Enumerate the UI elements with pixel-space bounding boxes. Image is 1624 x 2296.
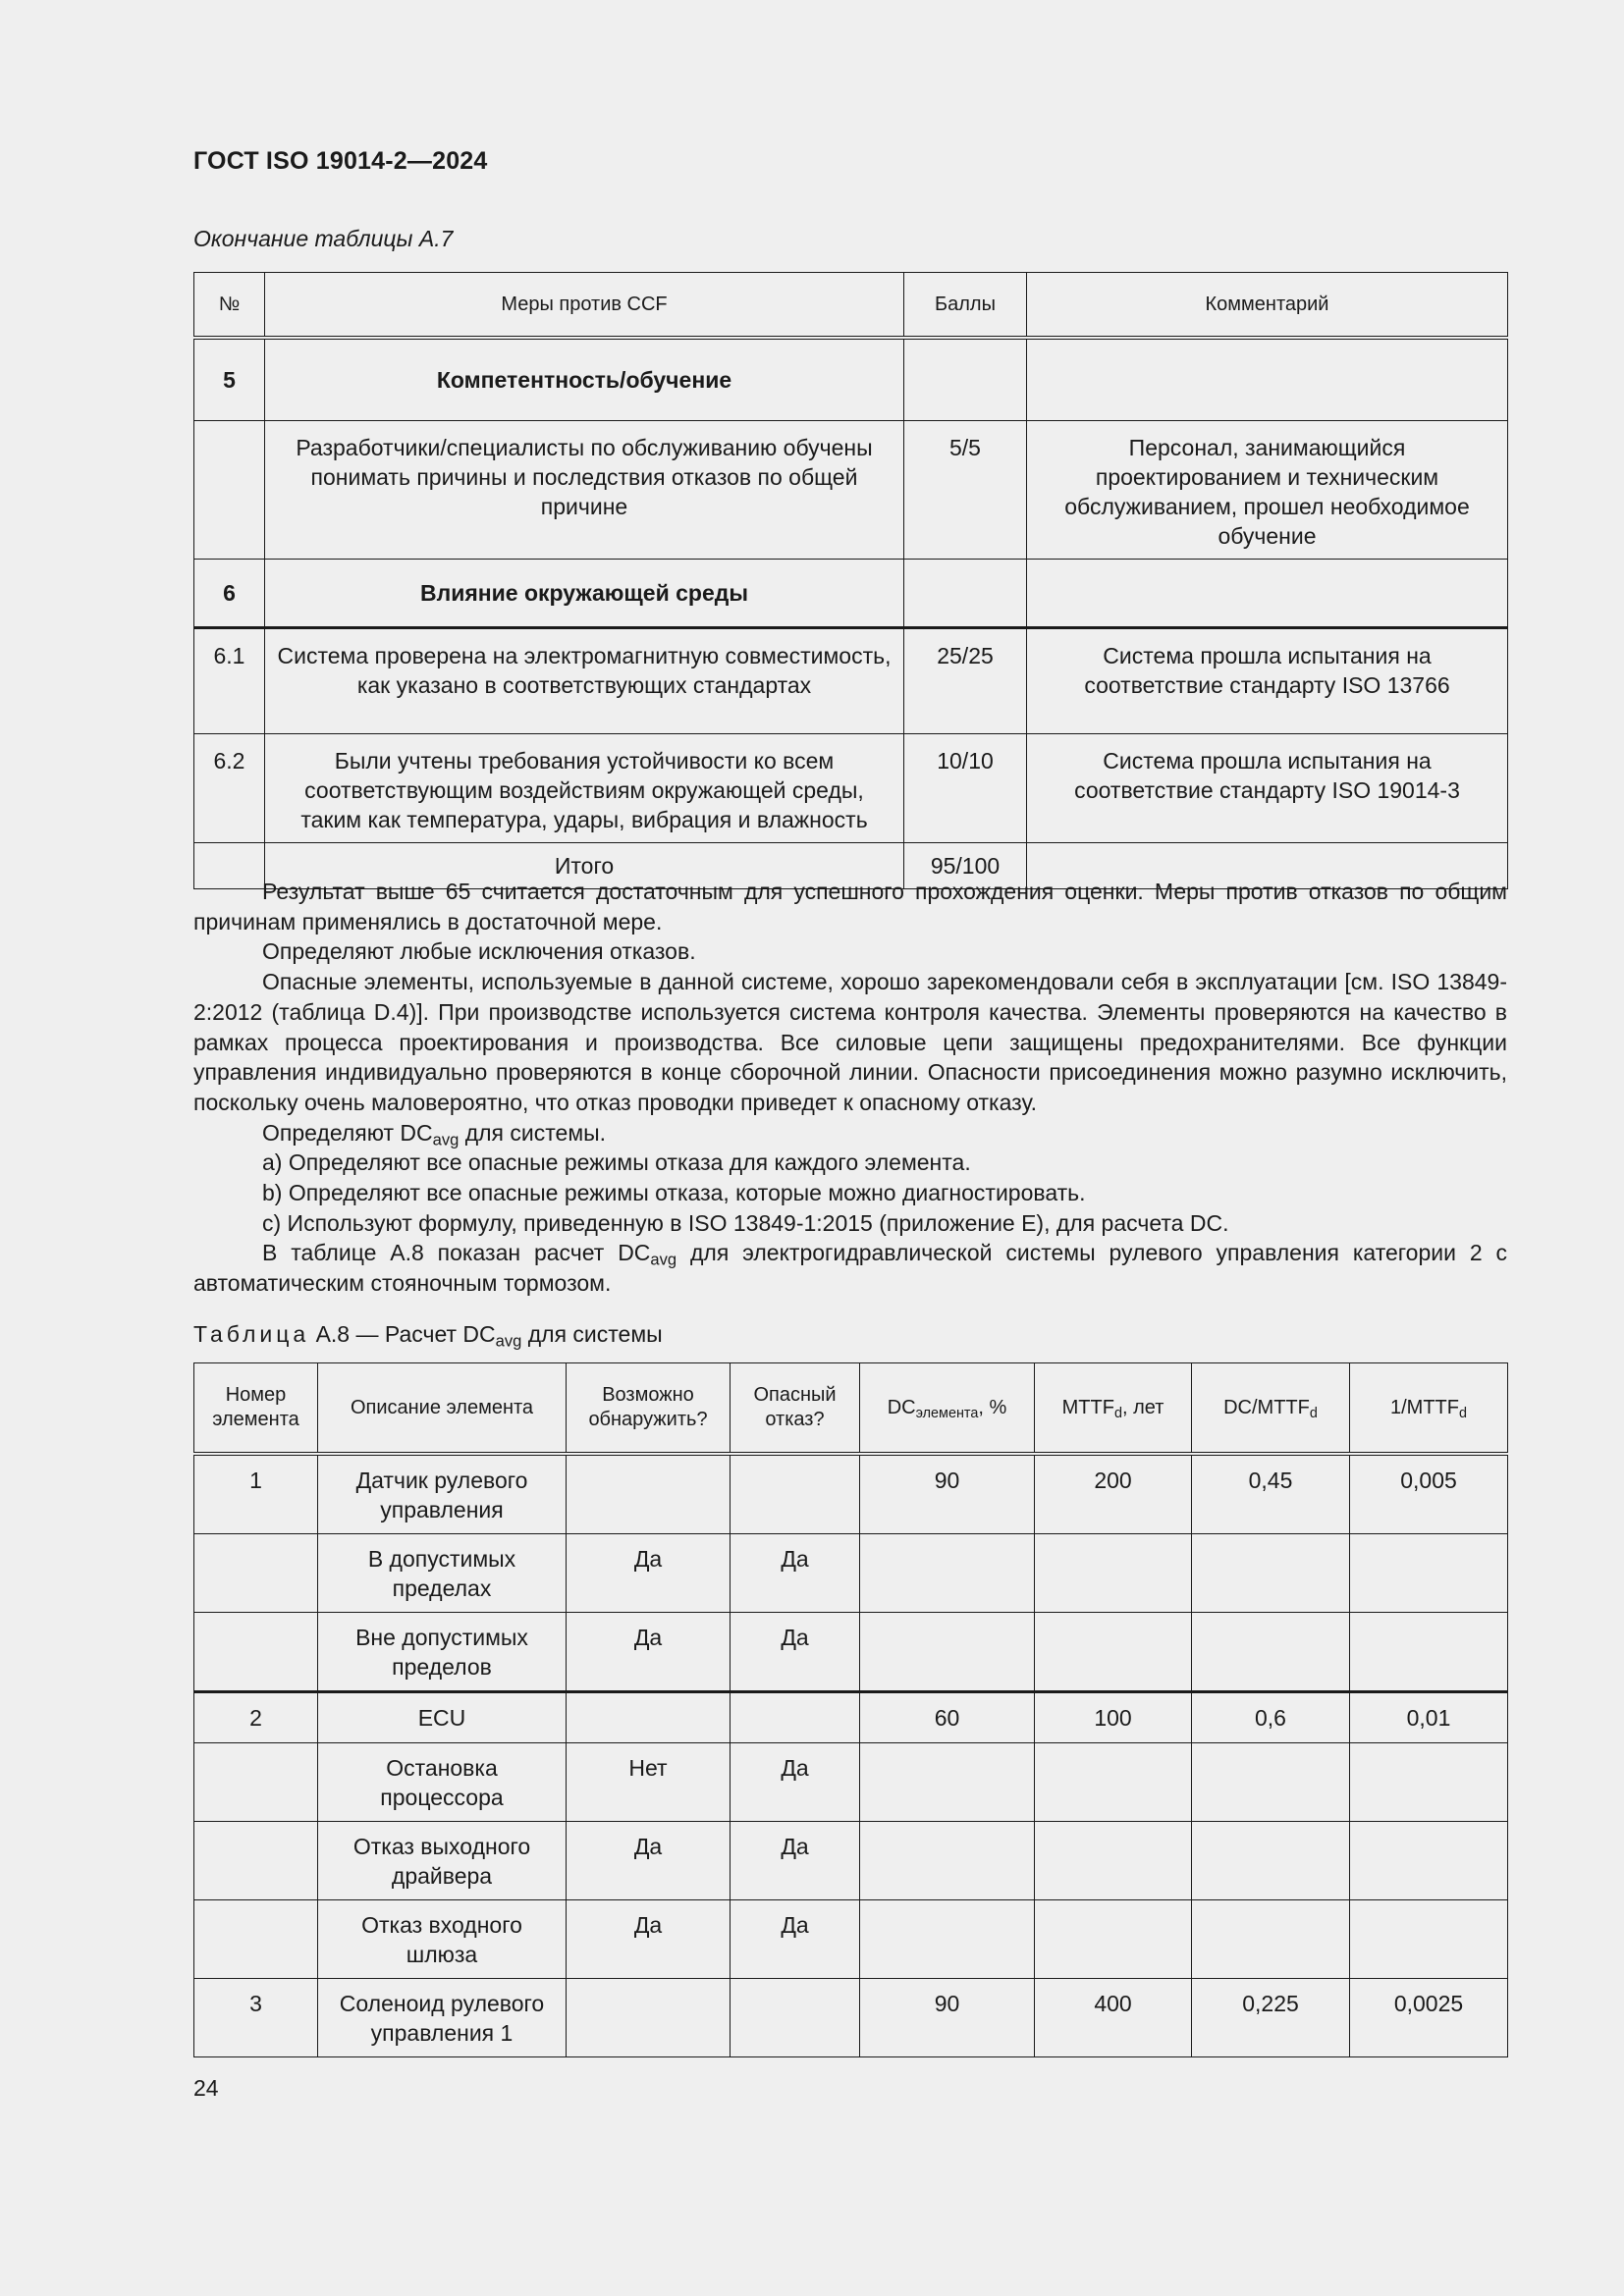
cell-inv-mttf	[1350, 1743, 1508, 1822]
table-row	[194, 1743, 1508, 1822]
cell-number: 6.2	[194, 734, 265, 843]
cell-measure: Система проверена на электромагнитную совместимость, как указано в соответствующих стандартах	[265, 628, 904, 734]
cell-inv-mttf	[1350, 1534, 1508, 1613]
cell-measure: Влияние окружающей среды	[265, 560, 904, 628]
column-header-dc-mttf	[1192, 1363, 1350, 1455]
cell-dc	[860, 1900, 1035, 1979]
cell-comment: Система прошла испытания на соответствие стандарту ISO 13766	[1027, 628, 1508, 734]
cell-number: 6	[194, 560, 265, 628]
cell-description: ECU	[318, 1692, 567, 1743]
cell-dangerous: Да	[731, 1900, 860, 1979]
subscript: элемента	[915, 1405, 979, 1421]
cell-dc-mttf	[1192, 1613, 1350, 1692]
column-header-dc	[860, 1363, 1035, 1455]
cell-measure: Были учтены требования устойчивости ко всем соответствующим воздействиям окружающей среды, таким как температура, удары, вибрация и влажность	[265, 734, 904, 843]
table-row	[194, 628, 1508, 734]
text-fragment: для системы.	[459, 1119, 607, 1146]
cell-dc-mttf	[1192, 1822, 1350, 1900]
cell-dc-mttf	[1192, 1743, 1350, 1822]
table-row	[194, 1454, 1508, 1534]
cell-comment: Персонал, занимающийся проектированием и техническим обслуживанием, прошел необходимое обучение	[1027, 421, 1508, 560]
paragraph	[193, 1238, 1507, 1298]
subscript: d	[1113, 1405, 1122, 1421]
table-row	[194, 1900, 1508, 1979]
table-a8	[193, 1362, 1508, 2057]
cell-number: 2	[194, 1692, 318, 1743]
header-text: MTTF	[1061, 1396, 1114, 1418]
cell-number	[194, 1534, 318, 1613]
page-number: 24	[193, 2075, 219, 2101]
subscript: avg	[650, 1251, 677, 1270]
caption-word: Таблица	[193, 1321, 310, 1347]
cell-dangerous: Да	[731, 1822, 860, 1900]
header-text: 1/MTTF	[1389, 1396, 1459, 1418]
table-row	[194, 1692, 1508, 1743]
cell-mttf	[1035, 1613, 1192, 1692]
cell-number	[194, 1822, 318, 1900]
list-item: c) Используют формулу, приведенную в ISO 13849-1:2015 (приложение Е), для расчета DC.	[262, 1209, 1229, 1236]
cell-inv-mttf	[1350, 1900, 1508, 1979]
cell-dc	[860, 1534, 1035, 1613]
caption-text: А.8 — Расчет DC	[309, 1321, 496, 1347]
cell-detectable	[567, 1454, 731, 1534]
cell-dc-mttf	[1192, 1900, 1350, 1979]
cell-score	[904, 338, 1027, 421]
table-row	[194, 1534, 1508, 1613]
cell-comment	[1027, 338, 1508, 421]
cell-number	[194, 421, 265, 560]
cell-mttf	[1035, 1900, 1192, 1979]
cell-dc	[860, 1822, 1035, 1900]
cell-number: 6.1	[194, 628, 265, 734]
cell-measure: Разработчики/специалисты по обслуживанию обучены понимать причины и последствия отказов по общей причине	[265, 421, 904, 560]
cell-inv-mttf: 0,0025	[1350, 1979, 1508, 2057]
table-row	[194, 1613, 1508, 1692]
column-header-measure: Меры против CCF	[265, 273, 904, 339]
cell-number: 5	[194, 338, 265, 421]
column-header-element-description: Описание элемента	[318, 1363, 567, 1455]
table-row	[194, 560, 1508, 628]
cell-dc	[860, 1613, 1035, 1692]
column-header-element-number: Номер элемента	[194, 1363, 318, 1455]
document-code: ГОСТ ISO 19014-2—2024	[193, 147, 488, 175]
cell-dangerous: Да	[731, 1743, 860, 1822]
caption-text: для системы	[521, 1321, 663, 1347]
table-row	[194, 338, 1508, 421]
paragraph: Опасные элементы, используемые в данной системе, хорошо зарекомендовали себя в эксплуатации [см. ISO 13849-2:2012 (таблица D.4)]. При производстве используется система контроля качества. Элементы проверяются на качество в рамках процесса проектирования и производства. Все силовые цепи защищены предохранителями. Все функции управления индивидуально проверяются в конце сборочной линии. Опасности присоединения можно разумно исключить, поскольку очень маловероятно, что отказ проводки приведет к опасному отказу.	[193, 969, 1507, 1115]
cell-inv-mttf: 0,01	[1350, 1692, 1508, 1743]
cell-dc: 90	[860, 1979, 1035, 2057]
cell-description: В допустимых пределах	[318, 1534, 567, 1613]
cell-detectable: Да	[567, 1900, 731, 1979]
cell-mttf: 100	[1035, 1692, 1192, 1743]
cell-measure: Итого	[265, 843, 904, 889]
cell-description: Датчик рулевого управления	[318, 1454, 567, 1534]
cell-inv-mttf	[1350, 1613, 1508, 1692]
table-row	[194, 1979, 1508, 2057]
column-header-dangerous: Опасный отказ?	[731, 1363, 860, 1455]
paragraph: Результат выше 65 считается достаточным для успешного прохождения оценки. Меры против отказов по общим причинам применялись в достаточной мере.	[193, 879, 1507, 934]
cell-mttf	[1035, 1822, 1192, 1900]
text-fragment: для электрогидравлической системы рулевого управления категории 2 с автоматическим стояночным тормозом.	[193, 1240, 1507, 1297]
cell-measure: Компетентность/обучение	[265, 338, 904, 421]
cell-dc	[860, 1743, 1035, 1822]
cell-detectable: Нет	[567, 1743, 731, 1822]
body-text	[193, 877, 1507, 1299]
cell-dangerous	[731, 1454, 860, 1534]
cell-description: Соленоид рулевого управления 1	[318, 1979, 567, 2057]
cell-number	[194, 1743, 318, 1822]
paragraph: Определяют любые исключения отказов.	[262, 938, 696, 965]
cell-detectable	[567, 1692, 731, 1743]
subscript: d	[1309, 1405, 1318, 1421]
column-header-score: Баллы	[904, 273, 1027, 339]
column-header-comment: Комментарий	[1027, 273, 1508, 339]
table-a8-caption	[193, 1321, 663, 1351]
cell-number	[194, 1613, 318, 1692]
list-item: b) Определяют все опасные режимы отказа, которые можно диагностировать.	[262, 1180, 1086, 1206]
cell-description: Отказ выходного драйвера	[318, 1822, 567, 1900]
paragraph	[193, 1118, 1507, 1148]
cell-dangerous	[731, 1979, 860, 2057]
cell-dangerous: Да	[731, 1613, 860, 1692]
cell-detectable: Да	[567, 1822, 731, 1900]
table-row	[194, 1822, 1508, 1900]
cell-comment	[1027, 560, 1508, 628]
table-a7-header-row	[194, 273, 1508, 339]
cell-score: 5/5	[904, 421, 1027, 560]
text-fragment: В таблице А.8 показан расчет DC	[262, 1240, 651, 1266]
cell-detectable	[567, 1979, 731, 2057]
header-text: , лет	[1121, 1396, 1164, 1418]
subscript: d	[1458, 1405, 1467, 1421]
cell-score: 95/100	[904, 843, 1027, 889]
cell-inv-mttf	[1350, 1822, 1508, 1900]
cell-score	[904, 560, 1027, 628]
cell-description: Вне допустимых пределов	[318, 1613, 567, 1692]
table-row	[194, 421, 1508, 560]
cell-dc: 90	[860, 1454, 1035, 1534]
list-item: a) Определяют все опасные режимы отказа для каждого элемента.	[262, 1149, 971, 1176]
cell-dc: 60	[860, 1692, 1035, 1743]
text-fragment: Определяют DC	[262, 1119, 433, 1146]
cell-mttf	[1035, 1534, 1192, 1613]
column-header-mttf	[1035, 1363, 1192, 1455]
header-text: DC	[887, 1396, 916, 1418]
cell-detectable: Да	[567, 1613, 731, 1692]
column-header-detectable: Возможно обнаружить?	[567, 1363, 731, 1455]
subscript: avg	[495, 1331, 522, 1351]
header-text: DC/MTTF	[1223, 1396, 1310, 1418]
table-a7-caption: Окончание таблицы А.7	[193, 226, 454, 251]
cell-dc-mttf: 0,225	[1192, 1979, 1350, 2057]
cell-number: 3	[194, 1979, 318, 2057]
cell-dangerous: Да	[731, 1534, 860, 1613]
subscript: avg	[432, 1130, 460, 1149]
cell-mttf: 200	[1035, 1454, 1192, 1534]
cell-inv-mttf: 0,005	[1350, 1454, 1508, 1534]
cell-description: Отказ входного шлюза	[318, 1900, 567, 1979]
cell-number	[194, 1900, 318, 1979]
cell-score: 25/25	[904, 628, 1027, 734]
cell-mttf	[1035, 1743, 1192, 1822]
cell-mttf: 400	[1035, 1979, 1192, 2057]
cell-dc-mttf: 0,6	[1192, 1692, 1350, 1743]
column-header-inv-mttf	[1350, 1363, 1508, 1455]
cell-score: 10/10	[904, 734, 1027, 843]
cell-dc-mttf: 0,45	[1192, 1454, 1350, 1534]
cell-comment: Система прошла испытания на соответствие стандарту ISO 19014-3	[1027, 734, 1508, 843]
table-a7	[193, 272, 1508, 889]
cell-description: Остановка процессора	[318, 1743, 567, 1822]
table-row	[194, 734, 1508, 843]
header-text: , %	[978, 1396, 1007, 1418]
table-a8-header-row	[194, 1363, 1508, 1455]
cell-dangerous	[731, 1692, 860, 1743]
cell-dc-mttf	[1192, 1534, 1350, 1613]
cell-number: 1	[194, 1454, 318, 1534]
cell-detectable: Да	[567, 1534, 731, 1613]
column-header-number: №	[194, 273, 265, 339]
